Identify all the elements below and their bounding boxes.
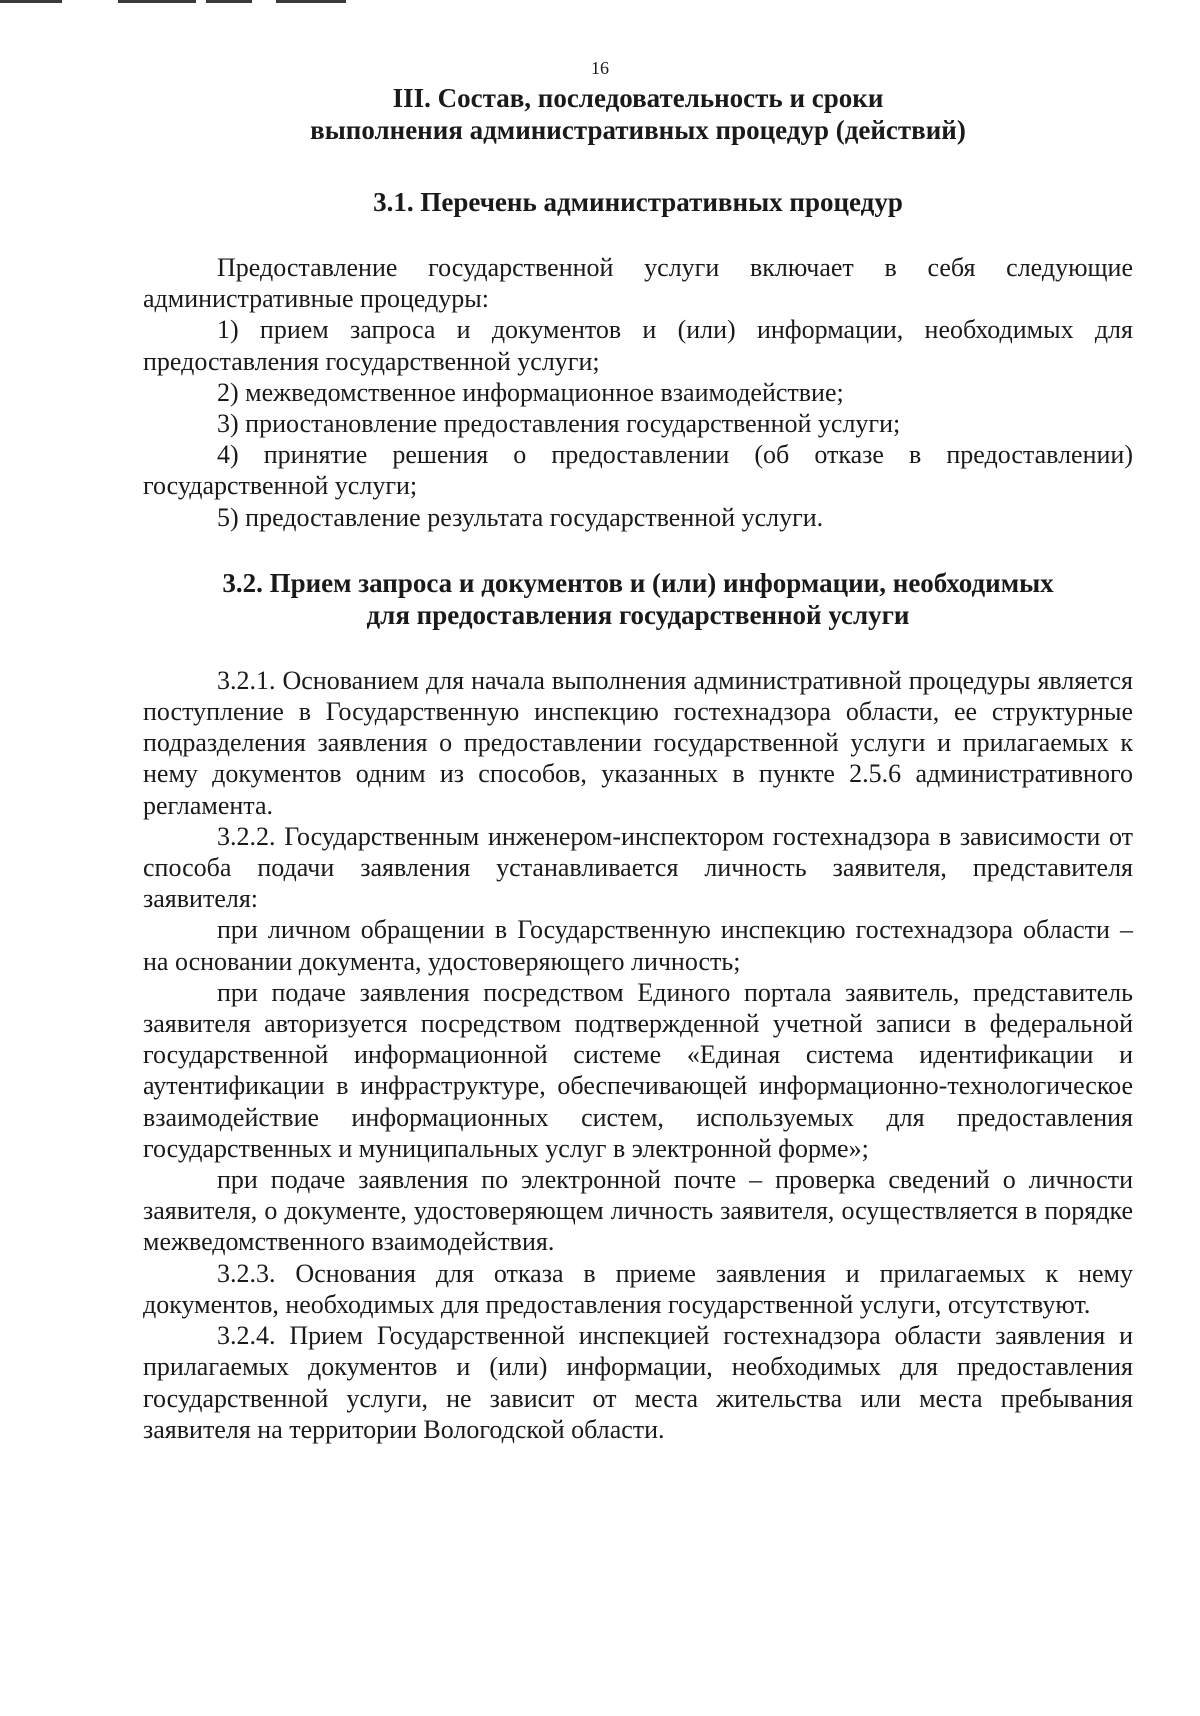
paragraph: при личном обращении в Государственную инспекцию гостехнадзора области – на основании документа, удостоверяющего личность; — [143, 915, 1133, 976]
subsection-3-2-title-line-2: для предоставления государственной услуги — [366, 599, 910, 630]
paragraph: 3.2.1. Основанием для начала выполнения административной процедуры является поступление в Государственную инспекцию гостехнадзора области, ее структурные подразделения заявления о предоставлении государственной услуги и прилагаемых к нему документов одним из способов, указанных в пункте 2.5.6 административного регламента. — [143, 665, 1133, 820]
section-title-line-2: выполнения административных процедур (действий) — [310, 115, 966, 145]
procedure-list-item: 1) прием запроса и документов и (или) информации, необходимых для предоставления государственной услуги; — [143, 315, 1133, 376]
document-body — [143, 82, 1133, 1445]
paragraph: Предоставление государственной услуги включает в себя следующие административные процедуры: — [143, 253, 1133, 314]
subsection-3-2-title-line-1: 3.2. Прием запроса и документов и (или) информации, необходимых — [222, 567, 1054, 598]
paragraph: при подаче заявления по электронной почте – проверка сведений о личности заявителя, о документе, удостоверяющем личность заявителя, осуществляется в порядке межведомственного взаимодействия. — [143, 1165, 1133, 1257]
procedure-list-item: 2) межведомственное информационное взаимодействие; — [217, 377, 844, 407]
paragraph: 3.2.3. Основания для отказа в приеме заявления и прилагаемых к нему документов, необходимых для предоставления государственной услуги, отсутствуют. — [143, 1258, 1133, 1319]
paragraph: 3.2.4. Прием Государственной инспекцией гостехнадзора области заявления и прилагаемых документов и (или) информации, необходимых для предоставления государственной услуги, не зависит от места жительства или места пребывания заявителя на территории Вологодской области. — [143, 1321, 1133, 1444]
procedure-list-item: 5) предоставление результата государственной услуги. — [217, 502, 824, 532]
section-title-line-1: III. Состав, последовательность и сроки — [392, 83, 884, 113]
subsection-3-2-heading — [143, 567, 1133, 631]
scan-edge-mark — [276, 0, 346, 3]
scan-edge-mark — [0, 0, 62, 3]
paragraph: при подаче заявления посредством Единого портала заявитель, представитель заявителя авторизуется посредством подтвержденной учетной записи в федеральной государственной информационной системе «Единая система идентификации и аутентификации в инфраструктуре, обеспечивающей информационно-технологическое взаимодействие информационных систем, используемых для предоставления государственных и муниципальных услуг в электронной форме»; — [143, 977, 1133, 1163]
subsection-3-2-body — [143, 665, 1133, 1445]
page-number: 16 — [591, 58, 609, 78]
subsection-3-1-body — [143, 252, 1133, 533]
paragraph: 3.2.2. Государственным инженером-инспектором гостехнадзора в зависимости от способа подачи заявления устанавливается личность заявителя, представителя заявителя: — [143, 821, 1133, 914]
subsection-3-1-heading: 3.1. Перечень административных процедур — [373, 187, 903, 217]
procedure-list-item: 4) принятие решения о предоставлении (об отказе в предоставлении) государственной услуги; — [143, 440, 1133, 501]
section-heading — [143, 82, 1133, 146]
scan-edge-mark — [206, 0, 252, 3]
scan-edge-mark — [118, 0, 196, 3]
procedure-list-item: 3) приостановление предоставления государственной услуги; — [217, 409, 901, 439]
